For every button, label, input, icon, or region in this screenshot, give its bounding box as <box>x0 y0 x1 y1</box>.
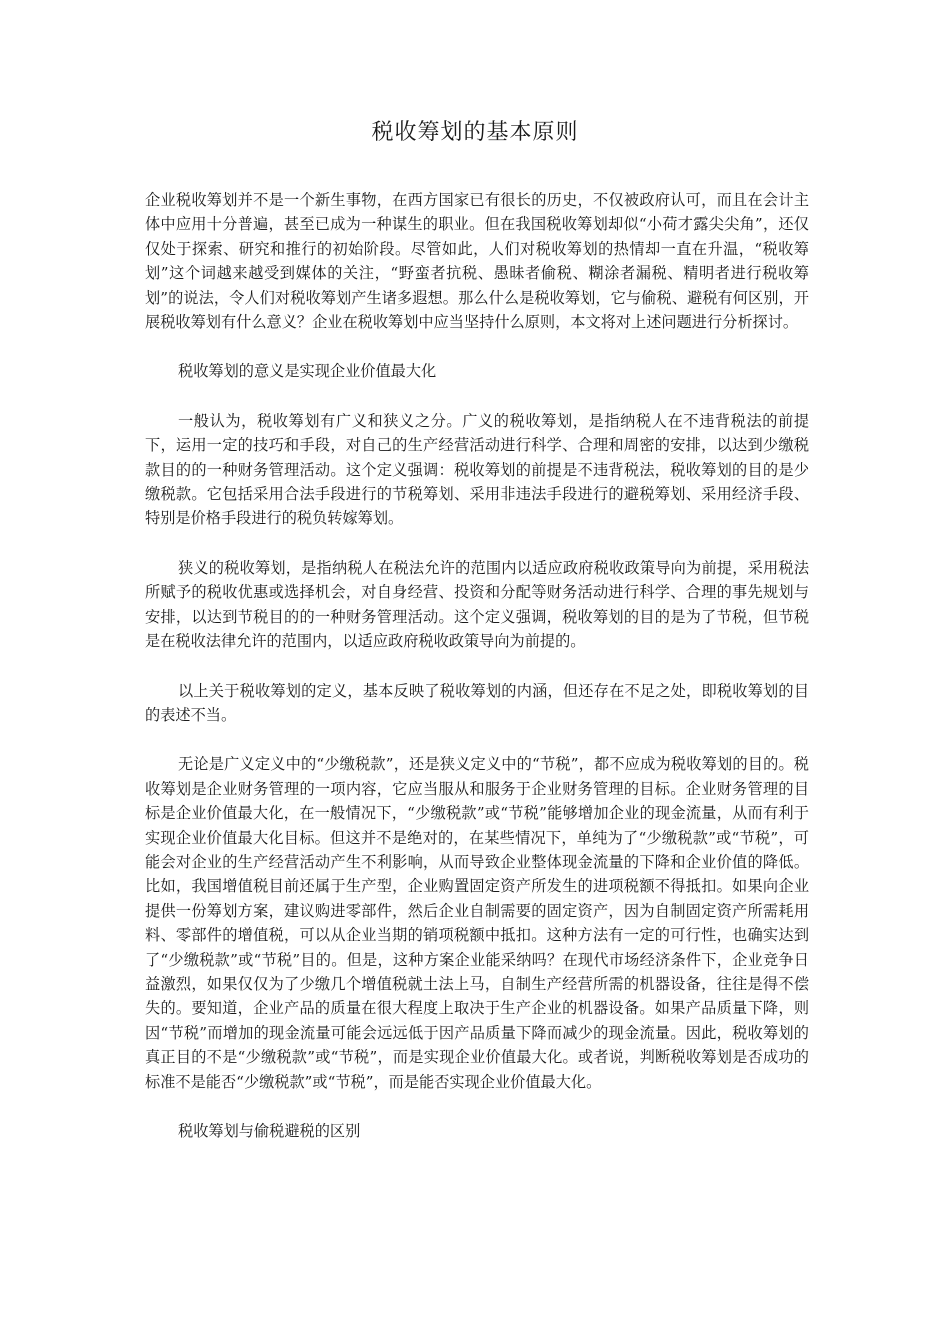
paragraph-definition-critique: 以上关于税收筹划的定义，基本反映了税收筹划的内涵，但还存在不足之处，即税收筹划的目的表述不当。 <box>145 681 809 724</box>
paragraph-narrow-definition: 狭义的税收筹划，是指纳税人在税法允许的范围内以适应政府税收政策导向为前提，采用税法所赋予的税收优惠或选择机会，对自身经营、投资和分配等财务活动进行科学、合理的事先规划与安排，以达到节税目的的一种财务管理活动。这个定义强调，税收筹划的目的是为了节税，但节税是在税收法律允许的范围内，以适应政府税收政策导向为前提的。 <box>145 558 809 651</box>
intro-paragraph: 企业税收筹划并不是一个新生事物，在西方国家已有很长的历史，不仅被政府认可，而且在会计主体中应用十分普遍，甚至已成为一种谋生的职业。但在我国税收筹划却似“小荷才露尖尖角”，还仅仅处于探索、研究和推行的初始阶段。尽管如此，人们对税收筹划的热情却一直在升温，“税收筹划”这个词越来越受到媒体的关注，“野蛮者抗税、愚昧者偷税、糊涂者漏税、精明者进行税收筹划”的说法，令人们对税收筹划产生诸多遐想。那么什么是税收筹划，它与偷税、避税有何区别，开展税收筹划有什么意义？企业在税收筹划中应当坚持什么原则，本文将对上述问题进行分析探讨。 <box>145 191 809 332</box>
document-title: 税收筹划的基本原则 <box>371 120 579 145</box>
document-body <box>145 188 809 1168</box>
paragraph-broad-definition: 一般认为，税收筹划有广义和狭义之分。广义的税收筹划，是指纳税人在不违背税法的前提下，运用一定的技巧和手段，对自己的生产经营活动进行科学、合理和周密的安排，以达到少缴税款目的的一种财务管理活动。这个定义强调：税收筹划的前提是不违背税法，税收筹划的目的是少缴税款。它包括采用合法手段进行的节税筹划、采用非违法手段进行的避税筹划、采用经济手段、特别是价格手段进行的税负转嫁筹划。 <box>145 411 809 528</box>
section-heading-significance: 税收筹划的意义是实现企业价值最大化 <box>178 362 437 381</box>
paragraph-purpose-analysis: 无论是广义定义中的“少缴税款”，还是狭义定义中的“节税”，都不应成为税收筹划的目的。税收筹划是企业财务管理的一项内容，它应当服从和服务于企业财务管理的目标。企业财务管理的目标是企业价值最大化，在一般情况下，“少缴税款”或“节税”能够增加企业的现金流量，从而有利于实现企业价值最大化目标。但这并不是绝对的，在某些情况下，单纯为了“少缴税款”或“节税”，可能会对企业的生产经营活动产生不利影响，从而导致企业整体现金流量的下降和企业价值的降低。比如，我国增值税目前还属于生产型，企业购置固定资产所发生的进项税额不得抵扣。如果向企业提供一份筹划方案，建议购进零部件，然后企业自制需要的固定资产，因为自制固定资产所需耗用料、零部件的增值税，可以从企业当期的销项税额中抵扣。这种方法有一定的可行性，也确实达到了“少缴税款”或“节税”目的。但是，这种方案企业能采纳吗？在现代市场经济条件下，企业竞争日益激烈，如果仅仅为了少缴几个增值税就土法上马，自制生产经营所需的机器设备，往往是得不偿失的。要知道，企业产品的质量在很大程度上取决于生产企业的机器设备。如果产品质量下降，则因“节税”而增加的现金流量可能会远远低于因产品质量下降而减少的现金流量。因此，税收筹划的真正目的不是“少缴税款”或“节税”，而是实现企业价值最大化。或者说，判断税收筹划是否成功的标准不是能否“少缴税款”或“节税”，而是能否实现企业价值最大化。 <box>145 755 809 1091</box>
section-heading-distinction: 税收筹划与偷税避税的区别 <box>178 1122 361 1140</box>
